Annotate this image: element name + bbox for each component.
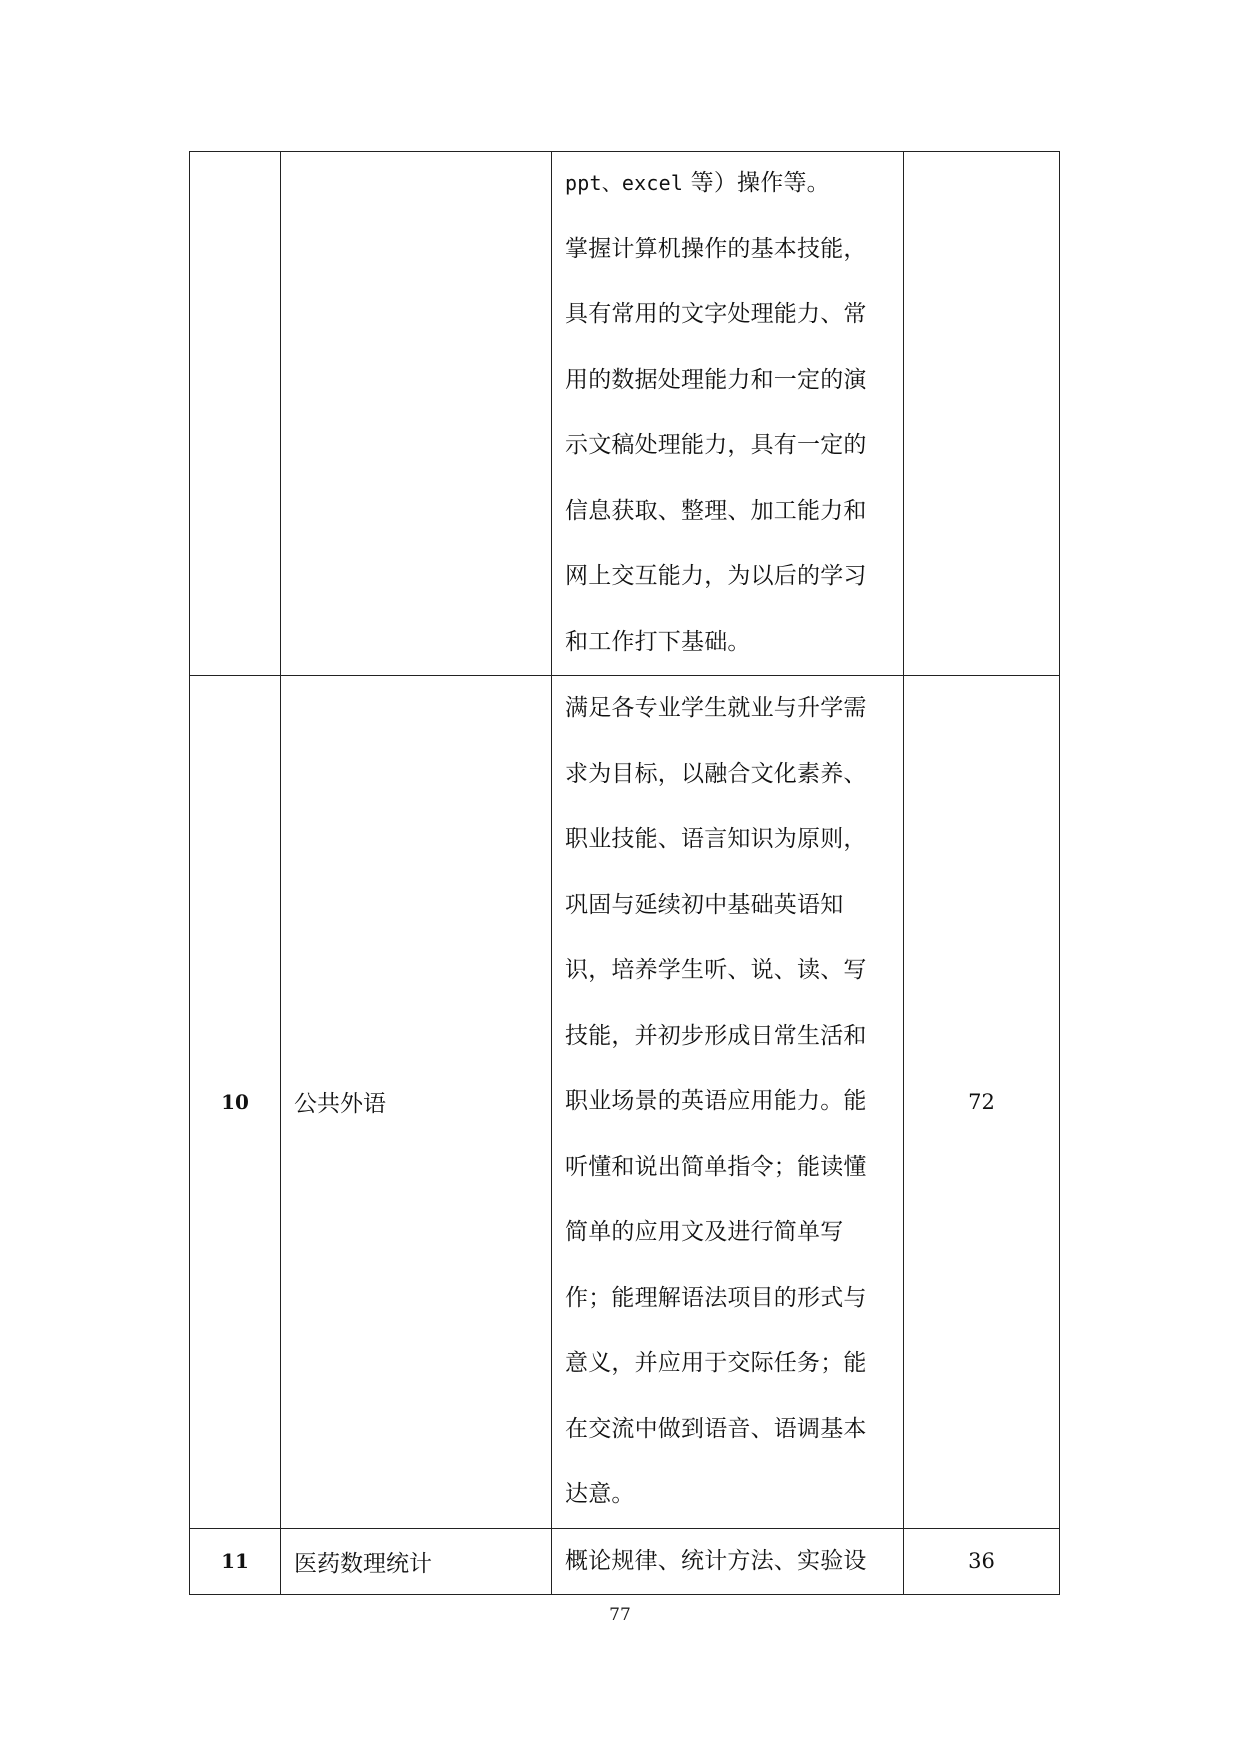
course-description-cell	[552, 152, 904, 676]
description-line: 职业技能、语言知识为原则，	[565, 826, 867, 852]
description-line: 具有常用的文字处理能力、常	[565, 301, 867, 327]
description-line: 和工作打下基础。	[565, 628, 751, 655]
description-line: 掌握计算机操作的基本技能，	[565, 235, 867, 262]
description-line: 满足各专业学生就业与升学需	[565, 695, 867, 721]
description-line: 概论规律、统计方法、实验设	[565, 1547, 867, 1574]
page-number: 77	[609, 1605, 631, 1625]
description-line: 技能，并初步形成日常生活和	[565, 1022, 867, 1049]
table-row	[190, 1528, 1060, 1595]
table-row	[190, 676, 1060, 1529]
description-line: 示文稿处理能力，具有一定的	[565, 432, 867, 458]
course-description-cell	[552, 1528, 904, 1595]
course-table	[189, 151, 1060, 1595]
hours-cell	[904, 152, 1060, 676]
course-name-cell: 公共外语	[281, 676, 552, 1529]
description-line: 巩固与延续初中基础英语知	[565, 891, 844, 918]
course-description-cell	[552, 676, 904, 1529]
hours-cell: 72	[904, 676, 1060, 1529]
description-line: 意义，并应用于交际任务；能	[565, 1350, 867, 1376]
description-line: 职业场景的英语应用能力。能	[565, 1088, 867, 1114]
course-name-cell	[281, 152, 552, 676]
description-line: 网上交互能力，为以后的学习	[565, 563, 867, 589]
description-line: 简单的应用文及进行简单写	[565, 1219, 844, 1245]
description-line: 求为目标，以融合文化素养、	[565, 760, 867, 787]
description-line: 听懂和说出简单指令；能读懂	[565, 1153, 867, 1180]
description-line: 在交流中做到语音、语调基本	[565, 1415, 867, 1442]
table-row-continued	[190, 152, 1060, 676]
software-names: ppt、excel	[565, 171, 684, 195]
description-line	[565, 151, 893, 217]
description-text: 等）操作等。	[683, 170, 830, 196]
description-line: 识，培养学生听、说、读、写	[565, 957, 867, 983]
row-number-cell: 11	[190, 1528, 281, 1595]
course-name-cell: 医药数理统计	[281, 1528, 552, 1595]
row-number-cell: 10	[190, 676, 281, 1529]
description-line: 用的数据处理能力和一定的演	[565, 366, 867, 393]
description-line: 作；能理解语法项目的形式与	[565, 1284, 867, 1311]
description-line: 信息获取、整理、加工能力和	[565, 497, 867, 524]
description-line: 达意。	[565, 1481, 635, 1507]
row-number-cell	[190, 152, 281, 676]
hours-cell: 36	[904, 1528, 1060, 1595]
